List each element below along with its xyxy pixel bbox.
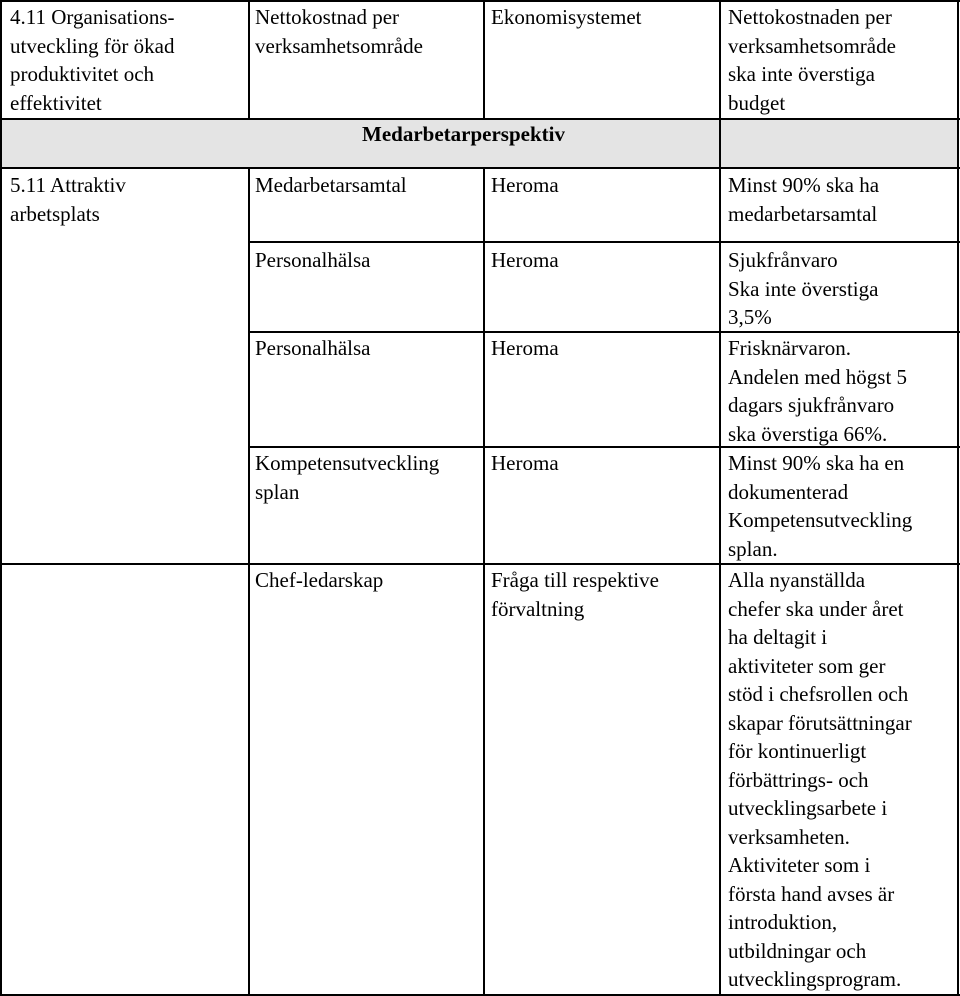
indicator-cell	[255, 3, 423, 60]
goal-line: utveckling för ökad	[10, 33, 175, 58]
indicator-line: Personalhälsa	[255, 248, 371, 272]
target-line: Nettokostnaden per	[728, 5, 892, 29]
column-divider	[483, 167, 485, 996]
indicator-line: Kompetensutveckling	[255, 451, 440, 475]
target-line: chefer ska under året	[728, 596, 904, 621]
goal-line: effektivitet	[10, 90, 102, 115]
indicator-line: Nettokostnad per	[255, 5, 400, 29]
target-line: Frisknärvaron.	[728, 336, 852, 360]
source-cell	[491, 171, 559, 200]
indicator-cell	[255, 449, 439, 506]
source-line: Heroma	[491, 248, 559, 272]
source-line: Heroma	[491, 173, 559, 197]
source-line: Heroma	[491, 336, 559, 360]
indicator-line: Medarbetarsamtal	[255, 173, 407, 197]
target-cell	[728, 246, 878, 332]
table-border-right	[957, 0, 959, 996]
source-cell	[491, 566, 659, 623]
indicator-cell	[255, 246, 370, 275]
target-line: aktiviteter som ger	[728, 653, 886, 678]
target-line: ska inte överstiga	[728, 62, 875, 86]
indicator-cell	[255, 334, 370, 363]
column-divider	[719, 0, 721, 996]
target-line: Andelen med högst 5	[728, 364, 908, 389]
source-cell	[491, 334, 559, 363]
row-divider	[0, 563, 960, 565]
indicator-line: Personalhälsa	[255, 336, 371, 360]
target-cell	[728, 171, 879, 228]
goal-line: 5.11 Attraktiv	[10, 173, 126, 197]
goal-line: 4.11 Organisations-	[10, 5, 175, 29]
target-line: verksamhetsområde	[728, 33, 896, 58]
target-cell	[728, 449, 912, 563]
target-line: Aktiviteter som i	[728, 853, 871, 877]
source-cell	[491, 449, 559, 478]
row-divider	[0, 167, 960, 169]
indicator-line: Chef-ledarskap	[255, 568, 384, 592]
target-line: Minst 90% ska ha	[728, 173, 880, 197]
target-line: splan.	[728, 536, 778, 561]
target-line: medarbetarsamtal	[728, 201, 878, 226]
source-line: förvaltning	[491, 596, 585, 621]
table-border-top	[0, 0, 960, 2]
table-border-left	[0, 0, 2, 996]
target-line: Sjukfrånvaro	[728, 248, 838, 272]
target-line: ska överstiga 66%.	[728, 421, 888, 446]
source-line: Fråga till respektive	[491, 568, 659, 592]
indicator-cell	[255, 566, 383, 595]
goal-5-11-cell	[10, 171, 126, 228]
target-line: introduktion,	[728, 910, 838, 934]
target-line: ha deltagit i	[728, 625, 828, 649]
column-divider	[248, 167, 250, 996]
target-line: dagars sjukfrånvaro	[728, 393, 895, 417]
source-line: Heroma	[491, 451, 559, 475]
target-line: Minst 90% ska ha en	[728, 451, 905, 475]
target-line: första hand avses är	[728, 881, 895, 906]
target-line: Ska inte överstiga	[728, 276, 879, 301]
target-line: skapar förutsättningar	[728, 710, 912, 735]
indicator-line: splan	[255, 479, 300, 504]
goal-line: arbetsplats	[10, 201, 100, 226]
target-line: budget	[728, 90, 786, 115]
target-line: stöd i chefsrollen och	[728, 682, 909, 706]
goal-4-11-cell	[10, 3, 174, 117]
target-line: för kontinuerligt	[728, 739, 867, 763]
indicator-line: verksamhetsområde	[255, 33, 423, 58]
source-cell	[491, 3, 642, 32]
goal-line: produktivitet och	[10, 62, 155, 86]
target-cell	[728, 566, 912, 994]
target-line: förbättrings- och	[728, 767, 869, 792]
target-line: verksamheten.	[728, 824, 850, 849]
target-line: Kompetensutveckling	[728, 508, 913, 532]
source-line: Ekonomisystemet	[491, 5, 642, 29]
column-divider	[483, 0, 485, 119]
target-line: utvecklingsprogram.	[728, 967, 902, 991]
row-divider	[248, 241, 960, 243]
target-line: utvecklingsarbete i	[728, 796, 888, 820]
target-line: dokumenterad	[728, 479, 849, 504]
target-cell	[728, 334, 907, 448]
source-cell	[491, 246, 559, 275]
target-cell	[728, 3, 896, 117]
section-header-text: Medarbetarperspektiv	[362, 122, 565, 146]
section-header	[362, 120, 565, 149]
target-line: utbildningar och	[728, 938, 867, 963]
target-line: 3,5%	[728, 305, 772, 329]
target-line: Alla nyanställda	[728, 568, 866, 592]
column-divider	[248, 0, 250, 119]
indicator-cell	[255, 171, 407, 200]
